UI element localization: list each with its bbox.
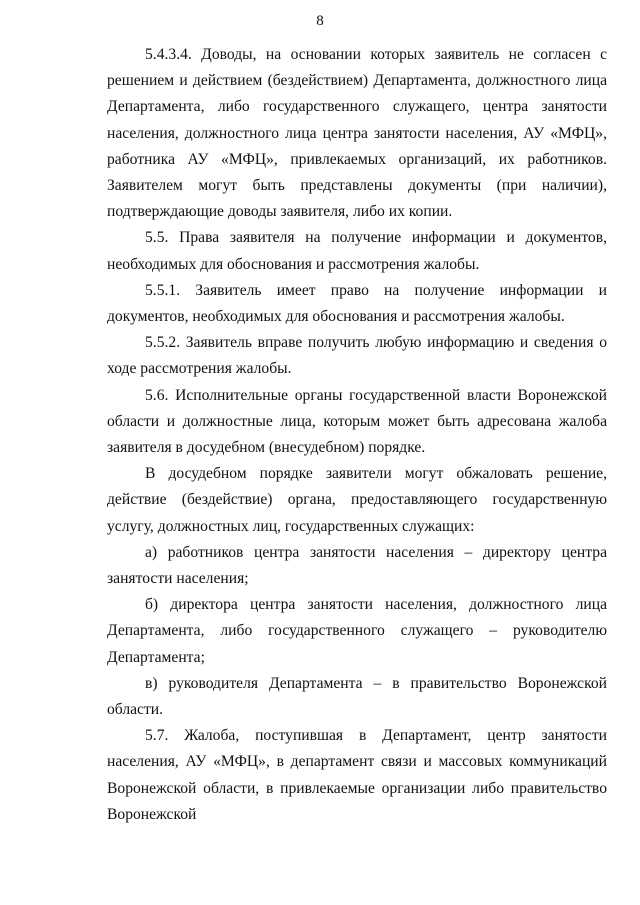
list-item-b: б) директора центра занятости населения, должностного лица Департамента, либо государственного служащего – руководителю Департамента; xyxy=(107,596,607,666)
paragraph-5-6: 5.6. Исполнительные органы государственной власти Воронежской области и должностные лица, которым может быть адресована жалоба заявителя в досудебном (внесудебном) порядке. xyxy=(107,386,607,457)
paragraph-5-5: 5.5. Права заявителя на получение информации и документов, необходимых для обоснования и рассмотрения жалобы. xyxy=(107,229,607,273)
paragraph-5-4-3-4: 5.4.3.4. Доводы, на основании которых заявитель не согласен с решением и действием (бездействием) Департамента, должностного лица Департамента, либо государственного служащего, центра занятости населения, должностного лица центра занятости населения, АУ «МФЦ», работника АУ «МФЦ», привлекаемых организаций, их работников. Заявителем могут быть представлены документы (при наличии), подтверждающие доводы заявителя, либо их копии. xyxy=(107,46,607,221)
paragraph-5-7: 5.7. Жалоба, поступившая в Департамент, центр занятости населения, АУ «МФЦ», в департамент связи и массовых коммуникаций Воронежской области, в привлекаемые организации либо правительство Воронежской xyxy=(107,727,607,823)
page-number: 8 xyxy=(316,13,324,29)
paragraph-5-5-1: 5.5.1. Заявитель имеет право на получение информации и документов, необходимых для обоснования и рассмотрения жалобы. xyxy=(107,281,607,326)
document-body xyxy=(107,42,607,828)
paragraph-appeal-intro: В досудебном порядке заявители могут обжаловать решение, действие (бездействие) органа, предоставляющего государственную услугу, должностных лиц, государственных служащих: xyxy=(107,465,607,535)
list-item-a: а) работников центра занятости населения – директору центра занятости населения; xyxy=(107,543,607,588)
list-item-v: в) руководителя Департамента – в правительство Воронежской области. xyxy=(107,674,607,719)
paragraph-5-5-2: 5.5.2. Заявитель вправе получить любую информацию и сведения о ходе рассмотрения жалобы. xyxy=(107,334,607,378)
